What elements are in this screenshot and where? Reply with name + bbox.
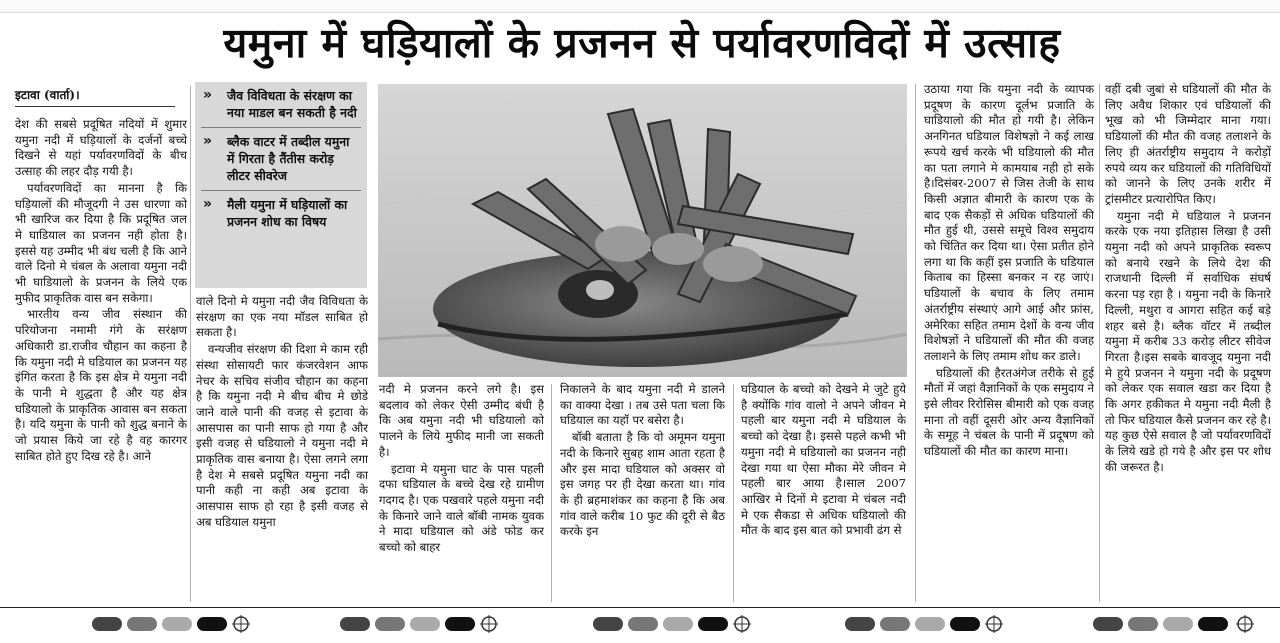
double-chevron-icon: »	[203, 87, 213, 103]
article-column-4	[560, 382, 725, 602]
bottom-rule	[0, 607, 1280, 608]
article-column-3	[379, 382, 544, 602]
paragraph: नदी मे प्रजनन करने लगे है। इस बदलाव को लेकर ऐसी उम्मीद बंधी है कि अब यमुना नदी भी घडियालो को पालने के लिये मुफीद मानी जा सकती है।	[379, 382, 544, 459]
column-separator	[190, 86, 191, 602]
registration-mark	[1163, 617, 1193, 631]
registration-mark	[593, 617, 623, 631]
highlight-item	[201, 191, 361, 236]
highlight-item	[201, 82, 361, 128]
paragraph: भारतीय वन्य जीव संस्थान की परियोजना नमामी गंगे के सरंक्षण अधिकारी डा.राजीव चौहान का कहना है कि यमुना नदी मे घडियाल का प्रजनन यह इंगित करता है कि इस क्षेत्र मे यमुना नदी के पानी मे शुद्धता है और यह क्षेत्र घडियालो के प्राकृतिक आवास बन सकता है। यदि यमुना के पानी को शुद्ध बनाने के जो प्रयास किये जा रहे है वह कारगर साबित होते हुए दिख रहे है। आने	[15, 307, 187, 463]
highlight-item	[201, 128, 361, 191]
double-chevron-icon: »	[203, 133, 213, 149]
print-registration-bar	[0, 614, 1280, 636]
registration-mark	[445, 617, 475, 631]
registration-mark	[950, 617, 980, 631]
crosshair-icon	[232, 615, 250, 633]
byline: इटावा (वार्ता)।	[15, 88, 80, 102]
crosshair-icon	[985, 615, 1003, 633]
column-separator	[1099, 84, 1100, 602]
registration-mark	[1198, 617, 1228, 631]
column-separator	[551, 384, 552, 602]
paragraph: घडियाल के बच्चो को देखने मे जुटे हुये है क्योंकि गांव वालो ने अपने जीवन मे पहली बार यमुना नदी मे घडियाल के बच्चो को देखा है। इससे पहले कभी भी यमुना नदी मे घडियालो का प्रजनन नही देखा गया था ऐसा मौका मेरे जीवन मे पहली बार आया है।साल 2007 आखिर मे दिनों मे इटावा मे चंबल नदी मे एक सैकडा से अधिक घडियालो की मौत के बाद इस बात को प्रभावी ढंग से	[741, 382, 906, 538]
registration-mark	[845, 617, 875, 631]
registration-mark	[410, 617, 440, 631]
gharial-hatchlings-image	[378, 84, 907, 377]
paragraph: वाले दिनो मे यमुना नदी जैव विविधता के संरक्षण का एक नया मॉडल साबित हो सकता है।	[196, 294, 368, 340]
crosshair-icon	[733, 615, 751, 633]
paragraph: पर्यावरणविदों का मानना है कि घड़ियालों की मौजूदगी ने उस धारणा को भी खारिज कर दिया है कि प्रदूषित जल मे घाडियाल का प्रजनन नही होता है। इससे यह उम्मीद भी बंध चली है कि आने वाले दिनो मे चंबल के अलावा यमुना नदी भी घाडियालो के प्रजनन के लिये एक मुफीद प्राकृतिक वास बन सकेगा।	[15, 180, 187, 305]
paragraph: देश की सबसे प्रदूषित नदियों में शुमार यमुना नदी में घड़ियालों के दर्जनों बच्चे दिखने से यहां पर्यावरणविदों के बीच उत्साह की लहर दौड़ गयी है।	[15, 117, 187, 179]
registration-mark	[340, 617, 370, 631]
article-column-1	[15, 117, 187, 602]
crosshair-icon	[1236, 615, 1254, 633]
paragraph: वन्यजीव संरक्षण की दिशा मे काम रही संस्था सोसायटी फार कंजरवेशन आफ नेचर के सचिव संजीव चौहान का कहना है कि यमुना नदी मे बीच बीच मे छोडे जाने वाले पानी की वजह से इटावा के आसपास का पानी साफ हो गया है और इसी वजह से घडियालो ने यमुना नदी मे प्राकृतिक वास बनाया है। ऐसा लगने लगा है देश मे सबसे प्रदूषित यमुना नदी का पानी कही ना कही अब इटावा के आसपास साफ हो रहा है इसी वजह से अब घडियाल यमुना	[196, 342, 368, 529]
registration-mark	[197, 617, 227, 631]
paragraph: यमुना नदी मे घडियाल ने प्रजनन करके एक नया इतिहास लिखा है उसी यमुना नदी को अपने प्राकृतिक स्वरूप को बनाये रखने के लिये देश की राजधानी दिल्ली में सर्वाधिक संघर्ष करना पड़ रहा है । यमुना नदी के किनारे दिल्ली, मथुरा व आगरा सहित कई बड़े शहर बसे है। ब्लैक वॉटर में तब्दील यमुना में करीब 33 करोड़ लीटर सीवेज गिरता है।इस सबके बावजूद यमुना नदी मे हुये प्रजनन ने यमुना नदी के प्रदूषण को लेकर एक सवाल खडा कर दिया है कि अगर हकीकत मे यमुना नदी मैली है तो फिर घडियाल कैसे प्रजनन कर रहे है। यह कुछ ऐसे सवाल है जो पर्यावरणविदों के लिये खडे हो गये है और इस पर शोध की जरूरत है।	[1105, 208, 1271, 474]
registration-mark	[375, 617, 405, 631]
paragraph: वहीं दबी जुबां से घडियालों की मौत के लिए अवैध शिकार एवं घडियालों की भूख को भी जिम्मेदार माना गया। घडियालों की मौत की वजह तलाशने के लिए ही अंतर्राष्ट्रीय समुदाय ने करोड़ों रुपये व्यय कर घडियालों की गतिविधियों को जानने के लिए उनके शरीर में ट्रांसमीटर प्रत्यारोपित किए।	[1105, 82, 1271, 206]
registration-mark	[880, 617, 910, 631]
highlight-text: जैव विविधता के संरक्षण का नया माडल बन सकती है नदी	[227, 88, 357, 120]
column-separator	[733, 384, 734, 602]
paragraph: उठाया गया कि यमुना नदी के व्यापक प्रदूषण के कारण दूर्लभ प्रजाति के घाडियालो की मौत हो गयी है। लेकिन अनगिनत घडियाल विशेषज्ञो ने कई लाख रूपये खर्च करके भी घडियालो की मौत का पता लगाने मे कामयाब नही हो सके है।दिसंबर-2007 से जिस तेजी के साथ किसी अज्ञात बीमारी के कारण एक के बाद एक सैकड़ों से अधिक घडियालों की मौत हुई थी, उससे समूचे विश्व समुदाय को चिंतित कर दिया था। ऐसा प्रतीत होने लगा था कि कहीं इस प्रजाति के घडियाल किताब का हिस्सा बनकर न रह जाएं। घडियालों के बचाव के लिए तमाम अंतर्राष्ट्रीय संस्थाएं आगे आई और फ्रांस, अमेरिका सहित तमाम देशों के वन्य जीव विशेषज्ञों ने घडियालों की मौत की वजह तलाशने के लिए तमाम शोध कर डाले।	[924, 82, 1094, 363]
paragraph: बॉबी बताता है कि वो अमूमन यमुना नदी के किनारे सुबह शाम आता रहता है और इस मादा घडियाल को अक्सर वो इस जगह पर ही देखा करता था। गांव के ही ब्रहमाशंकर का कहना है कि अब गांव वाले करीब 10 फुट की दूरी से बैठ करके इन	[560, 430, 725, 539]
registration-mark	[915, 617, 945, 631]
paragraph: निकालने के बाद यमुना नदी मे डालने का वाक्या देखा । तब उसे पता चला कि घडियाल का यहॉ पर बसेरा है।	[560, 382, 725, 428]
page-headline: यमुना में घड़ियालों के प्रजनन से पर्यावरणविदों में उत्साह	[223, 19, 1061, 67]
registration-mark	[698, 617, 728, 631]
column-separator	[915, 84, 916, 602]
registration-mark	[1128, 617, 1158, 631]
crosshair-icon	[480, 615, 498, 633]
article-column-5	[741, 382, 906, 602]
registration-mark	[1093, 617, 1123, 631]
registration-mark	[92, 617, 122, 631]
gharial-photo	[378, 84, 907, 377]
paragraph: इटावा मे यमुना घाट के पास पहली दफा घडियाल के बच्चे देख रहे ग्रामीण गदगद है। एक पखवारे पहले यमुना नदी के किनारे जाने वाले बॉबी नामक युवक ने मादा घडियाल को अंडे फोड कर बच्चो को बाहर	[379, 461, 544, 555]
highlight-text: ब्लैक वाटर में तब्दील यमुना में गिरता है तैंतीस करोड़ लीटर सीवरेज	[227, 134, 350, 183]
highlight-text: मैली यमुना में घड़ियालों का प्रजनन शोध का विषय	[227, 197, 348, 229]
registration-mark	[663, 617, 693, 631]
registration-mark	[127, 617, 157, 631]
highlights-box	[195, 82, 367, 288]
page-top-strip	[0, 0, 1280, 13]
registration-mark	[628, 617, 658, 631]
article-column-7	[1105, 82, 1271, 602]
paragraph: घडियालों की हैरतअंगेज तरीके से हुई मौतों में जहां वैज्ञानिकों के एक समुदाय ने इसे लीवर रिरोसिस बीमारी को एक वजह माना तो वहीं दूसरी ओर अन्य वैज्ञानिकों के समूह ने चंबल के पानी में प्रदूषण को घडियालों की मौत का कारण माना।	[924, 365, 1094, 459]
byline-rule	[15, 106, 175, 107]
registration-mark	[162, 617, 192, 631]
article-column-6	[924, 82, 1094, 602]
article-column-2	[196, 294, 368, 602]
double-chevron-icon: »	[203, 196, 213, 212]
